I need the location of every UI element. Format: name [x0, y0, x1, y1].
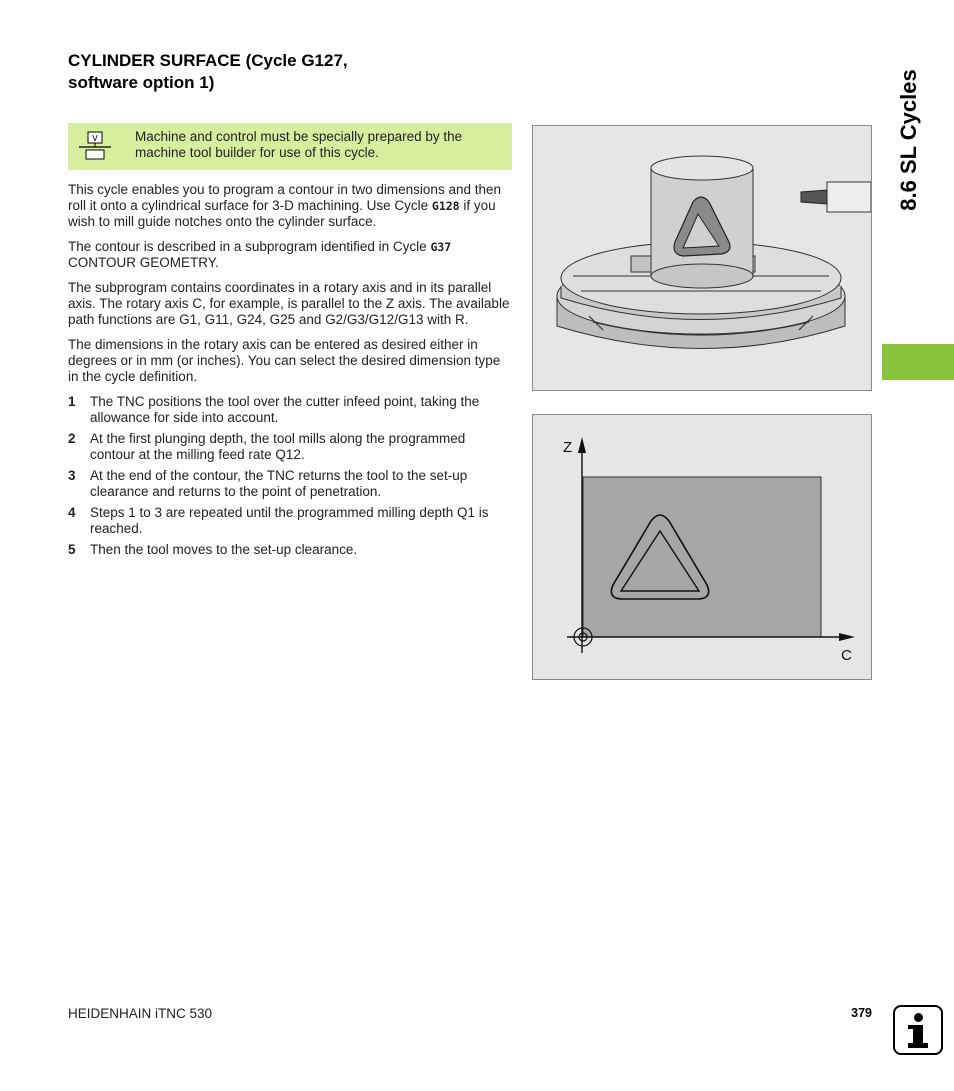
chapter-side-title	[889, 60, 929, 220]
chapter-tab-marker	[882, 344, 954, 380]
step-item	[68, 505, 512, 537]
step-number: 2	[68, 431, 76, 446]
section-heading	[68, 50, 488, 94]
z-axis-label: Z	[563, 439, 573, 456]
machine-prerequisite-icon	[78, 131, 112, 161]
paragraph-1	[68, 182, 512, 230]
machine-note-box	[68, 123, 512, 170]
cycle-code-g37: G37	[430, 240, 452, 254]
step-item	[68, 468, 512, 500]
step-item	[68, 431, 512, 463]
info-icon[interactable]	[893, 1005, 943, 1055]
step-number: 5	[68, 542, 76, 557]
z-axis-arrow	[578, 437, 586, 453]
step-text: The TNC positions the tool over the cutter infeed point, taking the allowance for side into account.	[90, 394, 480, 425]
contour-diagram-drawing	[533, 415, 871, 679]
heading-line-1: CYLINDER SURFACE (Cycle G127,	[68, 51, 348, 70]
cylinder-table-drawing	[533, 126, 871, 390]
step-number: 4	[68, 505, 76, 520]
note-text: Machine and control must be specially prepared by the machine tool builder for use of this cycle.	[135, 129, 463, 160]
step-number: 3	[68, 468, 76, 483]
paragraph-3: The subprogram contains coordinates in a rotary axis and in its parallel axis. The rotary axis C, for example, is parallel to the Z axis. The available path functions are G1, G11, G24, G25 and G2/G3/G12/G13 with R.	[68, 280, 510, 327]
paragraph-2-text-end: CONTOUR GEOMETRY.	[68, 255, 219, 270]
step-item	[68, 542, 512, 558]
paragraph-4: The dimensions in the rotary axis can be entered as desired either in degrees or in mm (or inches). You can select the desired dimension type in the cycle definition.	[68, 337, 501, 384]
paragraph-2-text: The contour is described in a subprogram identified in Cycle	[68, 239, 431, 254]
info-icon-dot	[914, 1013, 923, 1022]
c-axis-label: C	[841, 647, 852, 664]
cycle-code-g128: G128	[431, 199, 460, 213]
step-number: 1	[68, 394, 76, 409]
step-text: Then the tool moves to the set-up clearance.	[90, 542, 358, 557]
step-text: At the first plunging depth, the tool mills along the programmed contour at the milling feed rate Q12.	[90, 431, 466, 462]
paragraph-2	[68, 239, 512, 271]
chapter-side-title-text: 8.6 SL Cycles	[896, 69, 921, 211]
footer-product: HEIDENHAIN iTNC 530	[68, 1006, 213, 1021]
contour-on-rotary-axis-diagram	[532, 414, 872, 680]
paragraph-1-text: This cycle enables you to program a contour in two dimensions and then roll it onto a cylindrical surface for 3-D machining. Use Cycle	[68, 182, 501, 213]
procedure-steps	[68, 394, 512, 558]
svg-text:V: V	[92, 134, 98, 143]
cylinder-rotary-table-illustration	[532, 125, 872, 391]
step-item	[68, 394, 512, 426]
step-text: At the end of the contour, the TNC returns the tool to the set-up clearance and returns to the point of penetration.	[90, 468, 468, 499]
heading-line-2: software option 1)	[68, 73, 215, 92]
page-number: 379	[851, 1006, 872, 1020]
step-text: Steps 1 to 3 are repeated until the programmed milling depth Q1 is reached.	[90, 505, 489, 536]
info-icon-base	[908, 1043, 928, 1048]
c-axis-arrow	[839, 633, 855, 641]
body-text	[68, 182, 512, 563]
paragraph-1-text-end: if you wish to mill guide notches onto the cylinder surface.	[68, 198, 496, 229]
